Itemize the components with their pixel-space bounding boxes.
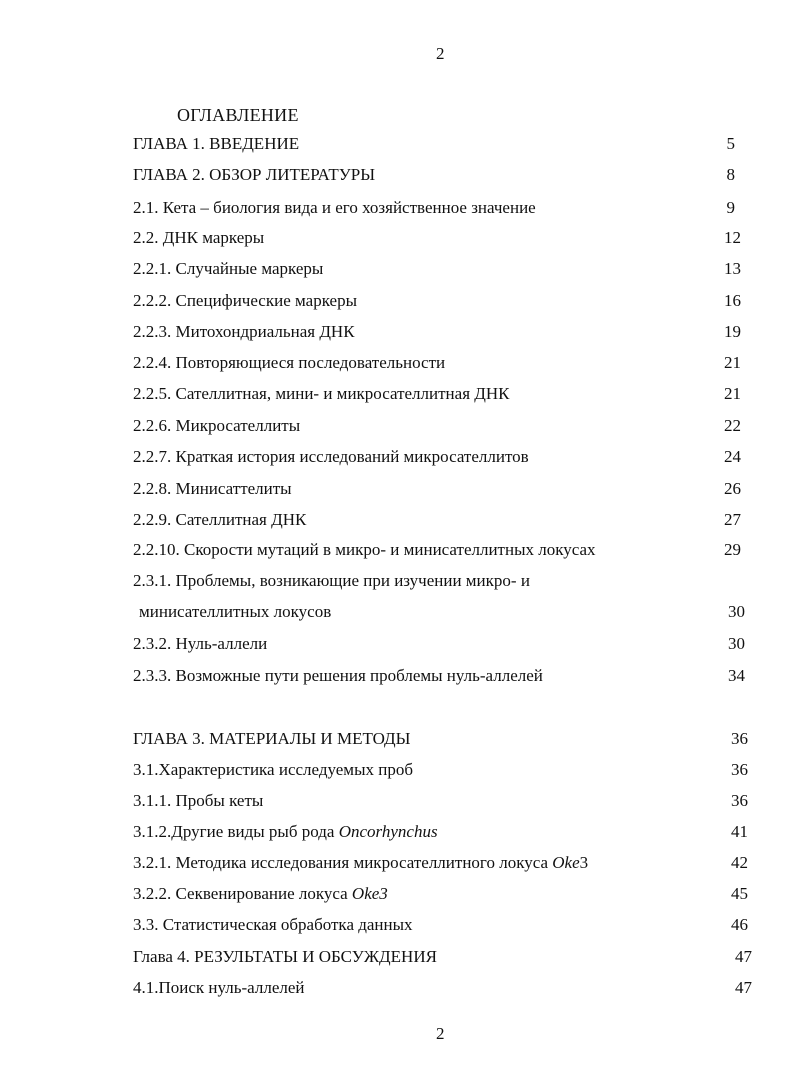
toc-entry-label: минисателлитных локусов <box>139 602 332 621</box>
toc-entry-label: 3.1.1. Пробы кеты <box>133 791 264 810</box>
toc-entry-label: 2.2. ДНК маркеры <box>133 228 265 247</box>
toc-entry-page: 8 <box>726 165 735 184</box>
toc-entry-label: 3.3. Статистическая обработка данных <box>133 915 413 934</box>
toc-entry-page: 24 <box>724 447 741 466</box>
toc-entry <box>133 132 735 156</box>
toc-entry <box>133 414 741 438</box>
toc-entry-label: ГЛАВА 1. ВВЕДЕНИЕ <box>133 134 300 153</box>
toc-entry-page: 12 <box>724 228 741 247</box>
toc-entry-label: 3.2.2. Секвенирование локуса Oke3 <box>133 884 388 903</box>
toc-title: ОГЛАВЛЕНИЕ <box>177 105 299 125</box>
toc-entry-page: 22 <box>724 416 741 435</box>
toc-entry <box>133 945 752 969</box>
toc-entry-page: 26 <box>724 479 741 498</box>
toc-entry-label: 2.3.3. Возможные пути решения проблемы нуль-аллелей <box>133 666 543 685</box>
toc-entry <box>133 289 741 313</box>
toc-entry-page: 47 <box>735 978 752 997</box>
toc-entry-label: 2.2.8. Минисаттелиты <box>133 479 292 498</box>
toc-entry <box>133 789 748 813</box>
toc-entry-page: 36 <box>731 791 748 810</box>
toc-entry <box>133 163 735 187</box>
toc-entry-label: 2.2.2. Специфические маркеры <box>133 291 357 310</box>
toc-entry <box>133 320 741 344</box>
toc-entry-page: 30 <box>728 634 745 653</box>
toc-entry <box>139 600 745 624</box>
toc-entry <box>133 851 748 875</box>
toc-entry <box>133 257 741 281</box>
toc-entry-label: ГЛАВА 2. ОБЗОР ЛИТЕРАТУРЫ <box>133 165 376 184</box>
toc-entry-label: 2.2.1. Случайные маркеры <box>133 259 324 278</box>
toc-entry-page: 13 <box>724 259 741 278</box>
toc-entry <box>133 820 748 844</box>
toc-entry-label: 2.2.4. Повторяющиеся последовательности <box>133 353 446 372</box>
toc-entry-page: 47 <box>735 947 752 966</box>
toc-entry-page: 36 <box>731 729 748 748</box>
toc-entry-label: 2.1. Кета – биология вида и его хозяйственное значение <box>133 198 536 217</box>
toc-entry-page: 46 <box>731 915 748 934</box>
toc-entry-page: 19 <box>724 322 741 341</box>
toc-entry <box>133 538 741 562</box>
toc-entry-label: 3.2.1. Методика исследования микросателлитного локуса Oke3 <box>133 853 589 872</box>
toc-entry-label: 2.3.2. Нуль-аллели <box>133 634 268 653</box>
toc-entry <box>133 477 741 501</box>
toc-entry-page: 21 <box>724 384 741 403</box>
toc-entry <box>133 351 741 375</box>
toc-entry-label: ГЛАВА 3. МАТЕРИАЛЫ И МЕТОДЫ <box>133 729 411 748</box>
toc-entry-page: 5 <box>726 134 735 153</box>
header-page-number: 2 <box>436 44 445 63</box>
toc-entry-label: 2.2.7. Краткая история исследований микросателлитов <box>133 447 529 466</box>
toc-entry-page: 29 <box>724 540 741 559</box>
toc-entry <box>133 976 752 1000</box>
toc-entry-page: 27 <box>724 510 741 529</box>
toc-entry-page: 16 <box>724 291 741 310</box>
toc-entry <box>133 882 748 906</box>
toc-entry-page: 41 <box>731 822 748 841</box>
toc-entry-label: 2.2.10. Скорости мутаций в микро- и минисателлитных локусах <box>133 540 596 559</box>
toc-entry-label: Глава 4. РЕЗУЛЬТАТЫ И ОБСУЖДЕНИЯ <box>133 947 437 966</box>
toc-entry-label: 2.2.6. Микросателлиты <box>133 416 301 435</box>
toc-entry-page: 9 <box>726 198 735 217</box>
toc-entry <box>133 569 530 593</box>
toc-entry-page: 21 <box>724 353 741 372</box>
toc-entry <box>133 382 741 406</box>
toc-entry-label: 3.1.Характеристика исследуемых проб <box>133 760 413 779</box>
toc-entry <box>133 508 741 532</box>
toc-entry-label: 4.1.Поиск нуль-аллелей <box>133 978 305 997</box>
toc-entry <box>133 196 735 220</box>
toc-entry <box>133 664 745 688</box>
footer-page-number: 2 <box>436 1024 445 1043</box>
toc-entry <box>133 632 745 656</box>
toc-entry <box>133 445 741 469</box>
toc-entry-label: 2.2.5. Сателлитная, мини- и микросателлитная ДНК <box>133 384 510 403</box>
toc-entry-page: 36 <box>731 760 748 779</box>
toc-entry-label: 2.2.9. Сателлитная ДНК <box>133 510 307 529</box>
toc-entry <box>133 758 748 782</box>
toc-entry-label: 2.3.1. Проблемы, возникающие при изучении микро- и <box>133 571 530 590</box>
toc-entry-page: 34 <box>728 666 745 685</box>
toc-entry-page: 30 <box>728 602 745 621</box>
toc-entry-page: 45 <box>731 884 748 903</box>
toc-entry-label: 3.1.2.Другие виды рыб рода Oncorhynchus <box>133 822 438 841</box>
toc-entry <box>133 226 741 250</box>
toc-entry-label: 2.2.3. Митохондриальная ДНК <box>133 322 355 341</box>
toc-entry-page: 42 <box>731 853 748 872</box>
toc-entry <box>133 913 748 937</box>
toc-entry <box>133 727 748 751</box>
